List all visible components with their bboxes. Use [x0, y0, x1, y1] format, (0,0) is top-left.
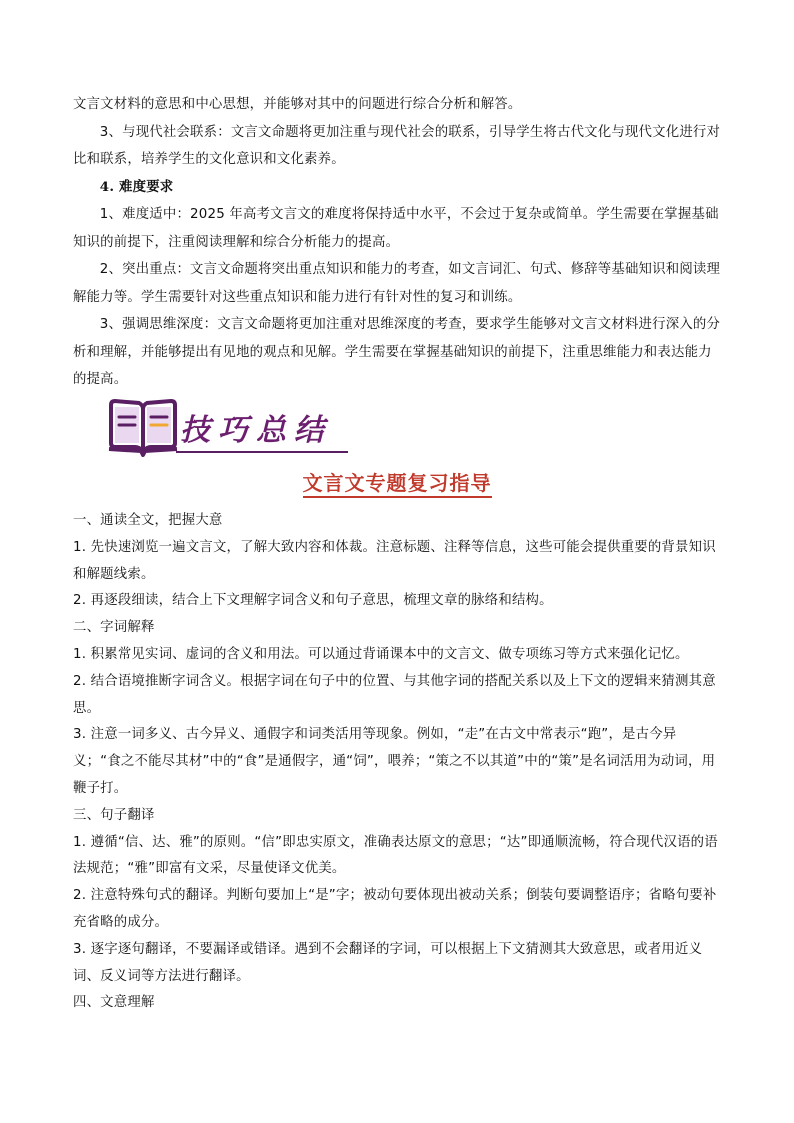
guide-heading: 二、字词解释: [73, 620, 155, 636]
paragraph: 2、突出重点：文言文命题将突出重点知识和能力的考查，如文言词汇、句式、修辞等基础知识和阅读理解能力等。学生需要针对这些重点知识和能力进行有针对性的复习和训练。: [73, 262, 721, 305]
banner-title: 技巧总结: [180, 413, 332, 448]
document-title: [0, 467, 794, 496]
guide-heading: 四、文意理解: [73, 995, 155, 1011]
guide-item: 3. 注意一词多义、古今异义、通假字和词类活用等现象。例如，“走”在古文中常表示“跑”，是古今异义；“食之不能尽其材”中的“食”是通假字，通“饲”，喂养；“策之不以其道”中的“策”是名词活用为动词，用鞭子打。: [73, 727, 716, 796]
guide-heading: 三、句子翻译: [73, 807, 155, 823]
paragraph: 1、难度适中：2025 年高考文言文的难度将保持适中水平，不会过于复杂或简单。学生需要在掌握基础知识的前提下，注重阅读理解和综合分析能力的提高。: [73, 207, 719, 250]
paragraph: 3、强调思维深度：文言文命题将更加注重对思维深度的考查，要求学生能够对文言文材料进行深入的分析和理解，并能够提出有见地的观点和见解。学生需要在掌握基础知识的前提下，注重思维能力和表达能力的提高。: [73, 317, 721, 387]
section-heading: 4. 难度要求: [99, 178, 174, 195]
document-title-text: 文言文专题复习指导: [303, 471, 492, 498]
guide-section: [73, 508, 723, 1017]
guide-item: 3. 逐字逐句翻译，不要漏译或错译。遇到不会翻译的字词，可以根据上下文猜测其大致意思，或者用近义词、反义词等方法进行翻译。: [73, 941, 703, 984]
paragraph: 3、与现代社会联系：文言文命题将更加注重与现代社会的联系，引导学生将古代文化与现代文化进行对比和联系，培养学生的文化意识和文化素养。: [73, 124, 721, 167]
paragraph: 文言文材料的意思和中心思想，并能够对其中的问题进行综合分析和解答。: [73, 97, 522, 112]
top-section: [73, 91, 723, 394]
guide-item: 2. 注意特殊句式的翻译。判断句要加上“是”字；被动句要体现出被动关系；倒装句要调整语序；省略句要补充省略的成分。: [73, 888, 717, 930]
guide-item: 1. 积累常见实词、虚词的含义和用法。可以通过背诵课本中的文言文、做专项练习等方式来强化记忆。: [73, 646, 689, 662]
guide-heading: 一、通读全文，把握大意: [73, 513, 223, 528]
banner-underline: [176, 451, 348, 453]
guide-item: 1. 先快速浏览一遍文言文，了解大致内容和体裁。注意标题、注释等信息，这些可能会提供重要的背景知识和解题线索。: [73, 539, 716, 582]
guide-item: 2. 结合语境推断字词含义。根据字词在句子中的位置、与其他字词的搭配关系以及上下文的逻辑来猜测其意思。: [73, 673, 716, 716]
guide-item: 1. 遵循“信、达、雅”的原则。“信”即忠实原文，准确表达原文的意思；“达”即通顺流畅，符合现代汉语的语法规范；“雅”即富有文采，尽量使译文优美。: [73, 834, 718, 877]
guide-item: 2. 再逐段细读，结合上下文理解字词含义和句子意思，梳理文章的脉络和结构。: [73, 593, 553, 609]
